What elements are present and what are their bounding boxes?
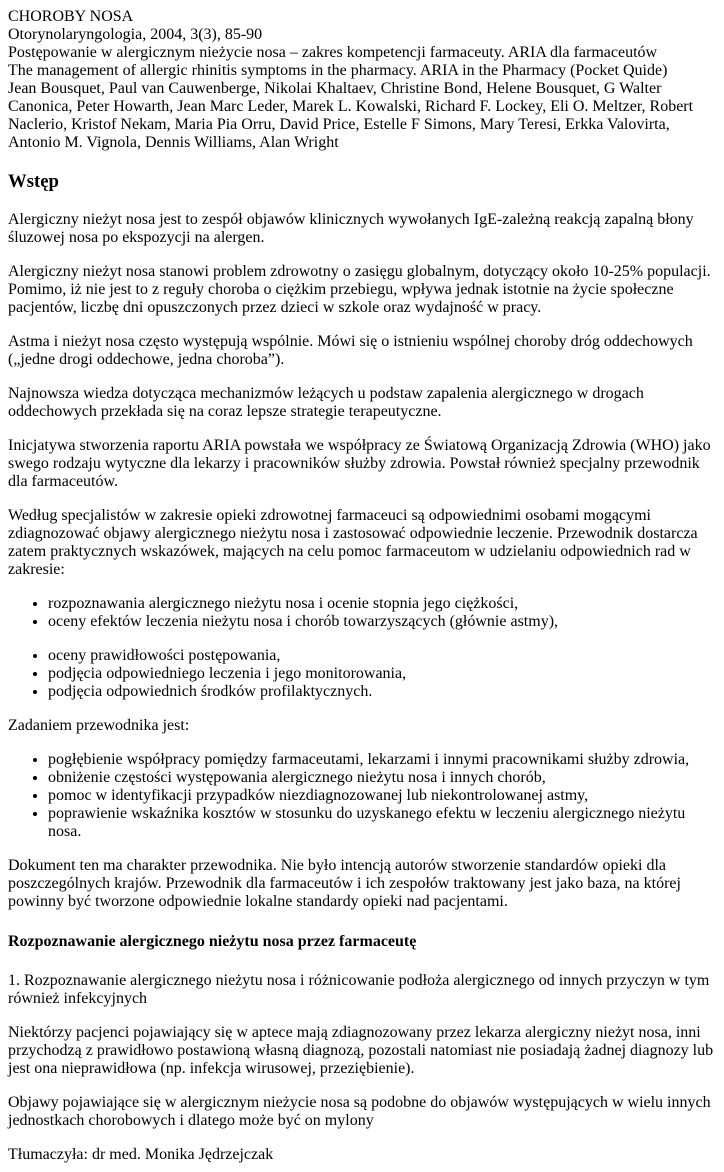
- list-item: • pogłębienie współpracy pomiędzy farmaceutami, lekarzami i innymi pracownikami służby zdrowia,: [48, 751, 716, 769]
- note-paragraph: Dokument ten ma charakter przewodnika. Nie było intencją autorów stworzenie standardów opieki dla poszczególnych krajów. Przewodnik dla farmaceutów i ich zespołów traktowany jest jako baza, na której powinny być tworzone odpowiednie lokalne standardy opieki nad pacjentami.: [8, 857, 681, 911]
- list-item: • podjęcia odpowiedniego leczenia i jego monitorowania,: [48, 665, 716, 683]
- paragraph: Objawy pojawiające się w alergicznym nieżycie nosa są podobne do objawów występujących w wielu innych jednostkach chorobowych i dlatego może być on mylony: [8, 1093, 711, 1129]
- list-item: • rozpoznawania alergicznego nieżytu nosa i ocenie stopnia jego ciężkości,: [48, 595, 716, 613]
- right-column: [8, 647, 716, 1130]
- paragraph: Najnowsza wiedza dotycząca mechanizmów leżących u podstaw zapalenia alergicznego w drogach oddechowych przekłada się na coraz lepsze strategie terapeutyczne.: [8, 385, 644, 421]
- paragraph: Niektórzy pacjenci pojawiający się w aptece mają zdiagnozowany przez lekarza alergiczny nieżyt nosa, inni przychodzą z prawidłowo postawioną własną diagnozą, pozostali natomiast nie posiadają żadnej diagnozy lub jest ona nieprawidłowa (np. infekcja wirusowej, przeziębienie).: [8, 1023, 714, 1077]
- journal-citation: Otorynolaryngologia, 2004, 3(3), 85-90: [8, 26, 263, 43]
- bullet-list: [8, 647, 716, 701]
- section-heading-intro: Wstęp: [8, 170, 59, 192]
- header-bar: [8, 8, 716, 26]
- paragraph: Według specjalistów w zakresie opieki zdrowotnej farmaceuci są odpowiednimi osobami mogącymi zdiagnozować objawy alergicznego nieżytu nosa i zastosować odpowiednie leczenie. Przewodnik dostarcza zatem praktycznych wskazówek, mających na celu pomoc farmaceutom w udzielaniu odpowiednich rad w zakresie:: [8, 507, 698, 579]
- section-tag: CHOROBY NOSA: [8, 8, 134, 25]
- page: [8, 8, 716, 1164]
- paragraph: Alergiczny nieżyt nosa stanowi problem zdrowotny o zasięgu globalnym, dotyczący około 10-25% populacji. Pomimo, iż nie jest to z reguły choroba o ciężkim przebiegu, wpływa jednak istotnie na życie społeczne pacjentów, liczbę dni opuszczonych przez dzieci w szkole oraz wydajność w pracy.: [8, 263, 711, 317]
- list-item: • obniżenie częstości występowania alergicznego nieżytu nosa i innych chorób,: [48, 769, 716, 787]
- list-item: • pomoc w identyfikacji przypadków niezdiagnozowanej lub niekontrolowanej astmy,: [48, 787, 716, 805]
- section-heading-diagnosis: Rozpoznawanie alergicznego nieżytu nosa przez farmaceutę: [8, 932, 417, 950]
- paragraph: Zadaniem przewodnika jest:: [8, 717, 190, 735]
- paragraph: Inicjatywa stworzenia raportu ARIA powstała we współpracy ze Światową Organizacją Zdrowia (WHO) jako swego rodzaju wytyczne dla lekarzy i pracowników służby zdrowia. Powstał również specjalny przewodnik dla farmaceutów.: [8, 437, 711, 491]
- bullet-list: [8, 595, 716, 631]
- article-title-english: The management of allergic rhinitis symptoms in the pharmacy. ARIA in the Pharmacy (Pocket Quide): [8, 62, 668, 79]
- subsection-heading: 1. Rozpoznawanie alergicznego nieżytu nosa i różnicowanie podłoża alergicznego od innych przyczyn w tym również infekcyjnych: [8, 971, 710, 1007]
- list-item: • podjęcia odpowiednich środków profilaktycznych.: [48, 683, 716, 701]
- list-item: • oceny efektów leczenia nieżytu nosa i chorób towarzyszących (głównie astmy),: [48, 613, 716, 631]
- left-column: [8, 171, 716, 632]
- author-list: Jean Bousquet, Paul van Cauwenberge, Nikolai Khaltaev, Christine Bond, Helene Bousquet, G Walter Canonica, Peter Howarth, Jean Marc Leder, Marek L. Kowalski, Richard F. Lockey, Eli O. Meltzer, Robert Naclerio, Kristof Nekam, Maria Pia Orru, David Price, Estelle F Simons, Mary Teresi, Erkka Valovirta, Antonio M. Vignola, Dennis Williams, Alan Wright: [8, 80, 694, 151]
- list-item: • poprawienie wskaźnika kosztów w stosunku do uzyskanego efektu w leczeniu alergicznego nieżytu nosa.: [48, 805, 716, 841]
- bullet-list: [8, 751, 716, 841]
- article-title: Postępowanie w alergicznym nieżycie nosa – zakres kompetencji farmaceuty. ARIA dla farmaceutów: [8, 44, 658, 61]
- paragraph: Alergiczny nieżyt nosa jest to zespół objawów klinicznych wywołanych IgE-zależną reakcją zapalną błony śluzowej nosa po ekspozycji na alergen.: [8, 211, 694, 247]
- translator-footnote: Tłumaczyła: dr med. Monika Jędrzejczak: [8, 1145, 274, 1163]
- paragraph: Astma i nieżyt nosa często występują wspólnie. Mówi się o istnieniu wspólnej choroby dróg oddechowych („jedne drogi oddechowe, jedna choroba”).: [8, 333, 693, 369]
- list-item: • oceny prawidłowości postępowania,: [48, 647, 716, 665]
